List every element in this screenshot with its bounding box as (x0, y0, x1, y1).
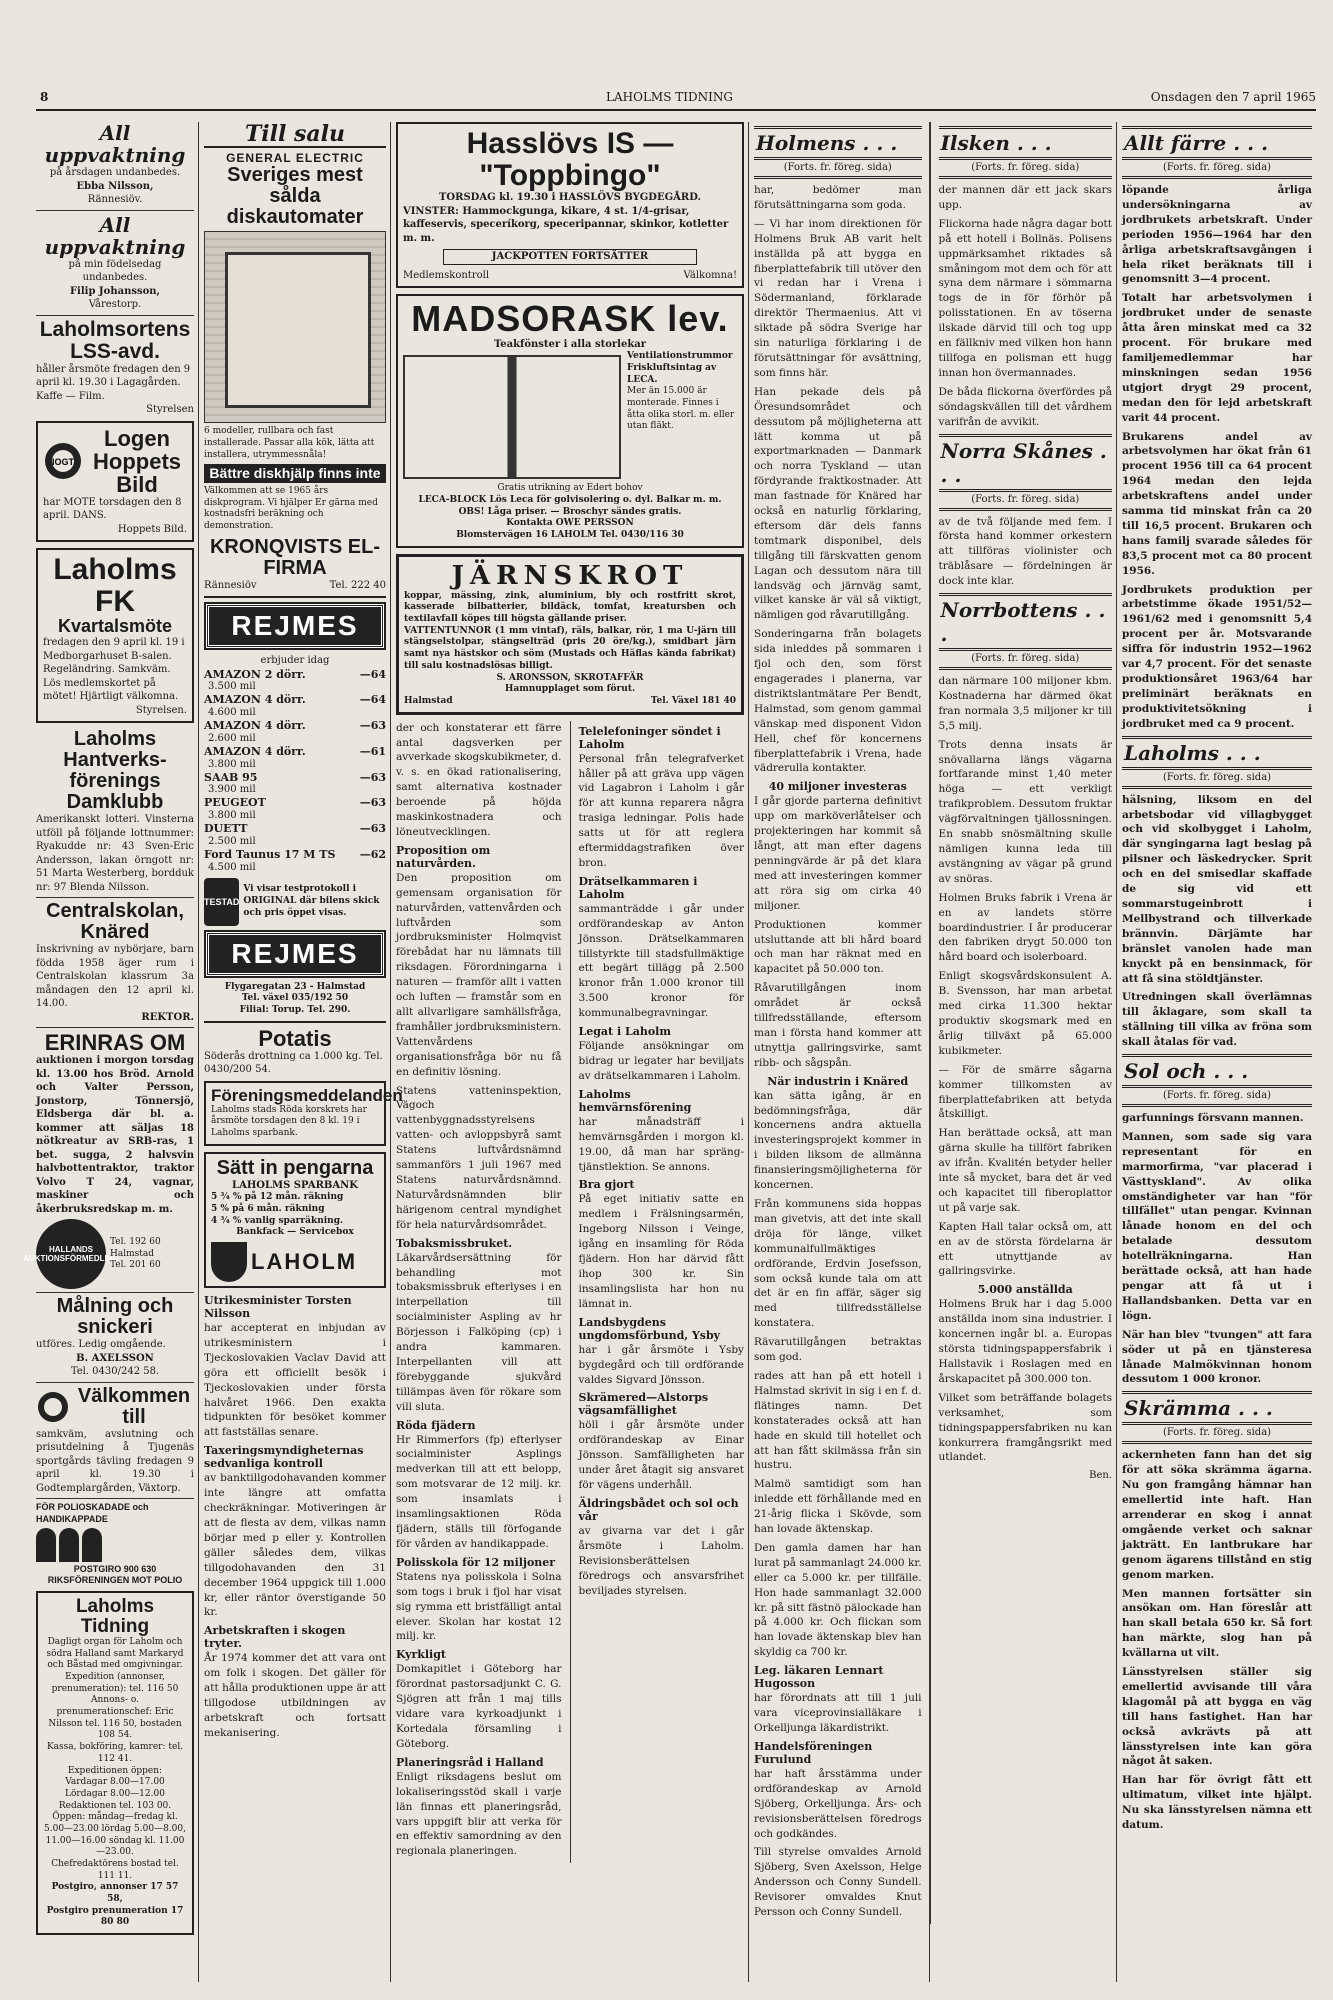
ad-text: OBS! Låga priser. — Broschyr sändes gratis. (458, 506, 682, 517)
ad-sign: Hoppets Bild. (117, 523, 187, 535)
masthead-hours: Vardagar 8.00—17.00 (65, 1777, 165, 1788)
ad-address: Flygaregatan 23 - Halmstad (224, 981, 366, 992)
ad-tel: Tel. 0430/242 58. (70, 1366, 160, 1378)
ad-text: Välkomna! (683, 269, 737, 281)
article-title: Norra Skånes . . . (939, 434, 1112, 492)
article-text: Utredningen skall överlämnas till åklagare, som skall ta ställning till vilka av fröna som skall åtalas för vad. (1122, 991, 1312, 1049)
article-continued: (Forts. fr. föreg. sida) (1122, 1090, 1312, 1107)
article-heading: Polisskola för 12 miljoner (396, 1555, 556, 1569)
masthead-hours: Expeditionen öppen: (67, 1765, 163, 1776)
car-list (204, 668, 386, 874)
article-text: När han blev "tvungen" att fara söder ut på en tjänsteresa lånade Malmökvinnan honom dessutom 1 000 kronor. (1122, 1328, 1312, 1386)
ad-text: fredagen den 9 april kl. 19 i Medborgarhuset B-salen. Regeländring. Samkväm. Lös medlemskortet på mötet! Hjärtligt välkomna. (43, 637, 185, 703)
article-text: ackernheten fann han det sig för att söka skrämma ägarna. Nu gon framgång hämnar han emellertid inte haft. Han arrenderar en skog i annat omgående verket och saknar jakträtt. En lantbrukare har genom ägarens tillstånd en stig genom marken. (1122, 1449, 1312, 1581)
ad-uppvaktning-2 (36, 214, 194, 312)
car-year: —62 (359, 847, 386, 861)
polio-figures-icon (36, 1528, 194, 1562)
column-rule (1116, 122, 1117, 1982)
article-text: rades att han på ett hotell i Halmstad skrivit in sig i en f. d. flätinges namn. Det konstaterades också att han hade en skuld till hotellet och att han fått skilmässa från sin hustru. (754, 1369, 922, 1472)
masthead-red: Redaktionen tel. 103 00. (58, 1800, 172, 1811)
article-title: Sol och . . . (1122, 1054, 1312, 1088)
rejmes-logo: REJMES (206, 932, 384, 976)
article-heading: Telelefoninger söndet i Laholm (578, 724, 721, 751)
ad-name: Filip Johansson, (69, 285, 161, 297)
article-text: garfunnings försvann mannen. (1122, 1112, 1304, 1125)
ad-headline: Sveriges mest sålda diskautomater (226, 164, 364, 229)
article-text: Brukarens andel av arbetsvolymen har ökat från 61 procent 1956 till ca 64 procent 1964 medan den lejda arbetskraftens andel under samma tid minskat från ca 20 till 16,5 procent. Brukaren och hans familj svarade således för 83,5 procent mot ca 80 procent 1956. (1122, 430, 1312, 577)
ad-madsorask (396, 294, 744, 548)
rejmes-logo: REJMES (206, 604, 384, 648)
article-text: Läkarvårdsersättning för behandling mot tobaksmissbruk efterlyses i en interpellation till socialminister Aspling av hr Börjesson i Falköping (cp) i andra kammaren. Interpellanten vill att förebyggande sjukvård tillämpas även för rökare som vill sluta. (396, 1251, 562, 1413)
article-text: kan sätta igång, är en bedömningsfråga, där koncernens andra aktuella investeringsprojekt kommer in i bilden liksom de allmänna finansieringsmöjligheterna för koncernen. (754, 1089, 922, 1192)
car-listing (204, 719, 386, 733)
ge-logo: GENERAL ELECTRIC (226, 151, 364, 166)
car-model: AMAZON 2 dörr. (204, 667, 306, 681)
ad-lss (36, 319, 194, 417)
article-heading: Skrämered—Alstorps vägsamfällighet (578, 1391, 709, 1418)
ad-title: Föreningsmeddelanden (211, 1085, 403, 1105)
car-year: —61 (359, 744, 386, 758)
ad-text: Laholms stads Röda korskrets har årsmöte torsdagen den 8 kl. 19 i Laholms sparbank. (211, 1104, 367, 1139)
header-rule (36, 109, 1316, 111)
article-heading: Landsbygdens ungdomsförbund, Ysby (578, 1315, 721, 1342)
ad-tel: Tel. växel 035/192 50 (241, 993, 349, 1004)
ad-rejmes (204, 604, 386, 1017)
ad-address: Blomstervägen 16 LAHOLM Tel. 0430/116 30 (456, 530, 684, 541)
ad-place: Vårestorp. (88, 299, 142, 310)
car-listing (204, 822, 386, 836)
article-continued: (Forts. fr. föreg. sida) (1122, 162, 1312, 179)
car-mileage: 3.800 mil (208, 810, 256, 822)
ad-text: på årsdagen undanbedes. (49, 167, 181, 178)
ad-banner: Bättre diskhjälp finns inte (204, 464, 386, 483)
article-text: Statens vatteninspektion, Vägoch vattenbyggnadsstyrelsens vatten- och avloppsbyrå samt Statens luftvårdsnämnd sammanförs 1 juli 1967 med Statens naturvårdsnämnd. Naturvårdsnämnden blir härigenom central myndighet för hela naturvårdsområdet. (396, 1084, 562, 1231)
ad-jarnskrot (396, 554, 744, 715)
article-text: Sonderingarna från bolagets sida inleddes på sommaren i fjol och den, som först engagerades i planerna, var distriktslantmätare Per Bendt, Halmstad, som genom gammal vänskap med disponent Vidon Hell, chef för koncernens fiberplattefabrik i Vrena, hade vädrerulla kontakter. (754, 628, 922, 775)
ad-potatis (204, 1027, 386, 1077)
ad-title: MADSORASK lev. (411, 298, 729, 339)
ad-text: VINSTER: Hammockgunga, kikare, 4 st. 1/4-grisar, kaffeservis, speceríkorg, speceripannar, skinkor, kotletter m. m. (403, 205, 729, 244)
car-year: —63 (359, 822, 386, 836)
ad-text: utföres. Ledig omgående. (36, 1339, 166, 1351)
ad-text: Vi visar testprotokoll i ORIGINAL där bilens skick och pris öppet visas. (243, 884, 380, 918)
article-holmens (754, 122, 922, 1924)
ad-logen (36, 421, 194, 543)
ad-centralskolan (36, 901, 194, 1024)
ad-text: erbjuder idag (260, 655, 330, 667)
article-text: Vilket som beträffande bolagets verksamhet, som tidningspappersfabriken nu kan konkurrera framgångsrikt med utlandet. (938, 1391, 1112, 1464)
iogt-emblem-icon (43, 441, 83, 481)
article-text: Den proposition om gemensam organisation för naturvården, vattenvården och luftvården som jordbruksminister Holmqvist förebådat har nu lämnats till riksdagen. Förordningarna i naturen — framför allt i vatten och luften — framstår som en allt allvarligare samhällsfråga, framhåller jordbruksministern. Vattenvårdens organisationsfråga bör nu få en definitiv lösning. (396, 871, 562, 1078)
article-text: Rävarutillgången betraktas som god. (754, 1336, 922, 1364)
ad-date: TORSDAG kl. 19.30 i HASSLÖVS BYGDEGÅRD. (438, 192, 702, 203)
ad-uppvaktning-1 (36, 122, 194, 207)
masthead-open: Öppen: måndag—fredag kl. 5.00—23.00 lördag 5.00—8.00, 11.00—16.00 söndag kl. 11.00—23.00. (44, 1812, 186, 1858)
ad-text: Mer än 15.000 är monterade. Finnes i åtta olika storl. m. eller utan fläkt. (627, 386, 735, 432)
article-text: Personal från telegrafverket håller på att gräva upp vägen vid Lagabron i Laholm i går för att kunna reparera några trasiga ledningar. Polis hade satts ut för att reglera eftermiddagstrafiken över bron. (578, 752, 744, 869)
article-text: I går gjorde parterna definitivt upp om marköverlåtelser och projekteringen har kommit så långt, att man efter dagens penningvärde är på det klara med att investeringen kommer att röra sig om cirka 40 miljoner. (754, 795, 922, 912)
column-3 (396, 122, 744, 1863)
article-subheading: 5.000 anställda (977, 1283, 1073, 1297)
article-heading: Proposition om naturvården. (396, 843, 491, 870)
car-listing (204, 796, 386, 810)
article-text: har förordnats att till 1 juli vara viceprovinsialläkare i Orkelljunga läkardistrikt. (754, 1692, 922, 1734)
article-text: av givarna var det i går årsmöte i Laholm. Revisionsberättelsen föredrogs och ansvarsfrihet beviljades styrelsen. (578, 1524, 744, 1597)
ad-text: auktionen i morgon torsdag kl. 13.00 hos Bröd. Arnold och Valter Persson, Jonstorp, Tönnersjö, Eldsberga där bl. a. kommer att säljas 18 nötkreatur av SRB-ras, 1 bet. sugga, 2 halvsvin halvbottentraktor, traktor Volvo T 24, vagnar, maskiner och åkerbruksredskap m. m. (36, 1055, 194, 1215)
ad-title: Laholmsortens LSS-avd. (39, 317, 191, 363)
ad-place: Halmstad (404, 695, 453, 706)
article-title: Holmens . . . (754, 126, 922, 160)
column-rule (390, 122, 391, 1982)
article-continued: (Forts. fr. föreg. sida) (1122, 1427, 1312, 1444)
masthead-ann: Annons- o. prenumerationschef: Eric Nilsson tel. 116 50, bostaden 108 54. (48, 1695, 182, 1741)
page-number: 8 (40, 90, 49, 104)
ad-title: ERINRAS OM (44, 1030, 186, 1056)
ad-sign: Styrelsen (146, 404, 194, 416)
car-model: DUETT (204, 822, 248, 836)
car-year: —64 (359, 667, 386, 681)
article-text: På eget initiativ satte en medlem i Frälsningsarmén, Ingeborg Nilsson i Veinge, igång en insamling för Röda fjädern. Hon har därvid fått ihop 300 kr. Sin insamlingslista har hon nu lämnat in. (578, 1193, 744, 1310)
car-mileage: 3.500 mil (208, 681, 256, 693)
window-illustration-icon (403, 355, 621, 479)
ad-title: All uppvaktning (44, 212, 186, 259)
badge-tel: Tel. 192 60 Halmstad (110, 1236, 161, 1259)
ad-title: Laholms Hantverks-förenings Damklubb (63, 728, 167, 814)
article-text: Han pekade dels på Öresundsområdet och dessutom på möjligheterna att lätt komma ut på exportmarknaden — Danmark och norra Tyskland — utan fördyrande fraktkostnader. Att man fastnade för Knäred har också en naturlig förklaring, eftersom där dels fanns tomtmark disponibel, dels tillgång till färskvatten genom Lagan och dessutom nära till landsväg och järnväg samt, vilket kanske är väl så viktigt, nämligen god råvarutillgång. (754, 385, 922, 622)
laholm-logo: LAHOLM (251, 1249, 358, 1275)
ad-subtitle: Kvartalsmöte (57, 616, 173, 637)
article-text: löpande årliga undersökningarna av jordbrukets arbetskraft. Under perioden 1956—1964 har den årliga arbetskraftsavgången i hela riket beräknats till i genomsnitt 3—4 procent. (1122, 184, 1312, 286)
article-heading: Äldringsbådet och sol och vår (578, 1496, 739, 1523)
article-subheading: När industrin i Knäred (767, 1074, 909, 1088)
column-4 (754, 122, 1112, 1924)
ad-text: Amerikanskt lotteri. Vinsterna utföll på följande lottnummer: Ryakudde nr: 43 Sven-Eric Andersson, lakan örngott nr: 51 Marta Westerberg, bordduk nr: 97 Blenda Nilsson. (36, 814, 194, 893)
article-text: Han har för övrigt fått ett ultimatum, vilket inte hjälpt. Nu ska länsstyrelsen nämna ett datum. (1122, 1774, 1312, 1832)
ad-text: Hamnupplaget som förut. (504, 684, 636, 695)
article-heading: Arbetskraften i skogen tryter. (204, 1624, 346, 1651)
ad-company: KRONQVISTS EL-FIRMA (209, 535, 380, 579)
article-text: Statens nya polisskola i Solna som togs i bruk i fjol har visat sig rymma ett bristfälligt antal elever. Skolan har kostat 12 milj. kr. (396, 1570, 562, 1643)
article-text: har accepterat en inbjudan av utrikesministern i Tjeckoslovakien Vaclav David att göra ett officiellt besök i Tjeckoslovakien under första halvåret 1966. Den exakta tidpunkten för besöket kommer att fastställas senare. (204, 1322, 386, 1439)
ad-text: samkväm, avslutning och prisutdelning å Tjugenäs sportgårds tävling fredagen 9 april kl. 19.30 i Godtemplargården, Växtorp. (36, 1428, 194, 1494)
ad-text: Teakfönster i alla storlekar (493, 338, 646, 350)
ad-text: Välkommen att se 1965 års diskprogram. Vi hjälper Er gärna med kostnadsfri beräkning och demonstration. (204, 485, 378, 531)
ad-general-electric (204, 151, 386, 592)
article-text: har månadsträff i hemvärnsgården i morgon kl. 19.00, då man har spräng-tjänstlektion. Se annons. (578, 1115, 744, 1173)
article-text: Malmö samtidigt som han inledde ett förhållande med en 21-årig flicka i Skövde, som han lovade äktenskap. (754, 1478, 922, 1536)
ad-text: Medlemskontroll (403, 269, 490, 281)
article-text: Produktionen kommer utsluttande att bli hård board och man har räknat med en kapacitet på 50.000 ton. (754, 918, 922, 976)
article-col2 (204, 1294, 386, 1741)
ad-title: Sätt in pengarna (216, 1156, 374, 1179)
article-text: Råvarutillgången inom området är också tillfredsställande, eftersom man i första hand kommer att utnyttja gallringsvirke, samt ribb- och sågspån. (754, 982, 922, 1069)
masthead-text: Dagligt organ för Laholm och södra Halland samt Markaryd och Båstad med omgivningar. (46, 1636, 184, 1671)
article-heading: Kyrkligt (396, 1648, 447, 1662)
article-text: Jordbrukets produktion per arbetstimme ökade 1951/52—1961/62 med i genomsnitt 5,4 procent per år. Motsvarande siffra för industrin 1952—1962 var 4,7 procent. För det senaste produktionsåret 1963/64 har preliminärt beräknats en produktivitetsökning i jordbruket med ca 9 procent. (1122, 583, 1312, 730)
ad-text: Inskrivning av nybörjare, barn födda 1958 äger rum i Centralskolan klassrum 3a måndagen den 12 april kl. 14.00. (36, 944, 194, 1010)
ad-sign: REKTOR. (141, 1011, 194, 1023)
article-text: av de två följande med fem. I första hand kommer orkestern att tillföras violinister och träblåsare — fördelningen är dock inte klar. (938, 515, 1112, 588)
article-text: hälsning, liksom en del arbetsbodar vid villagbygget och vid skolbygget i Laholm, där syngingarna lagt beslag på pilsner och läskedrycker. Sprit och en del smisedlar skaffade de sig vid ett sommarstugeinbrott i Mellbystrand och tillverkade brännvin. Därjämte har bränslet vanolen hade man knyckt på en bensinmack, för att få sina stöldtjänster. (1122, 793, 1312, 985)
car-mileage: 2.600 mil (208, 732, 256, 744)
article-heading: Handelsföreningen Furulund (754, 1739, 873, 1766)
article-text: höll i går årsmöte under ordförandeskap av Einar Jönsson. Samfälligheten har under året åtagit sig ansvaret för vägens underhåll. (578, 1419, 744, 1492)
car-mileage: 3.800 mil (208, 758, 256, 770)
article-text: Holmens Bruk har i dag 5.000 anställda inom sina industrier. I koncernen ingår bl. a. Europas största tidningspappersfabrik i Hallstavik i Roslagen med en årskapacitet på 300.000 ton. (938, 1298, 1112, 1385)
article-heading: Drätselkammaren i Laholm (578, 874, 698, 901)
article-text: Trots denna insats är snövallarna längs vägarna fortfarande minst 1,40 meter höga — ett verkligt trafikproblem. Dessutom fruktar vägförvaltningen tjällossningen. En snabb snösmältning skulle nämligen kunna leda till avstängning av vägar på grund av snöras. (938, 738, 1112, 885)
article-text: Totalt har arbetsvolymen i jordbruket under de senaste åtta åren minskat med ca 32 procent. För brukare med familjemedlemmar har minskningen sedan 1956 utgjort drygt 29 procent, medan den för lejd arbetskraft varit 44 procent. (1122, 292, 1312, 424)
car-model: Ford Taunus 17 M TS (204, 847, 336, 861)
ad-text: VATTENTUNNOR (1 mm vintaf), räls, balkar, rör, 1 ma U-järn till stängselstolpar, stängselträd (pris 20 öre/kg.), smidbart järn samt nya hästskor och söm (Mustads och Häflas kända fabrikat) till salu kostnadslösas billigt. (404, 625, 736, 671)
car-listing (204, 848, 386, 862)
article-text: De båda flickorna överfördes på söndagskvällen till det vårdhem varifrån de avvikit. (938, 385, 1112, 428)
ad-text: POSTGIRO 900 630 (73, 1563, 157, 1574)
ad-text: har MOTE torsdagen den 8 april. DANS. (43, 496, 182, 522)
article-heading: Utrikesminister Torsten Nilsson (204, 1294, 352, 1320)
car-mileage: 3.900 mil (208, 784, 256, 796)
article-text: dan närmare 100 miljoner kbm. Kostnaderna har därmed ökat fran normala 3,5 miljoner kr till 5,5 milj. (938, 675, 1112, 732)
masthead-hours: Lördagar 8.00—12.00 (65, 1788, 165, 1799)
article-text: Mannen, som sade sig vara representant för en marmorfirma, "var placerad i Västtyskland". Av olika omständigheter var han "för tillfället" utan pengar. Kvinnan lånade honom en del och betalade dessutom hotellräkningarna. Han berättade också, att han hade pengar att få ut i Hallandsbanken. Detta var en lögn. (1122, 1130, 1312, 1322)
article-title: Skrämma . . . (1122, 1391, 1312, 1425)
masthead-giro: Postgiro, annonser 17 57 58, (51, 1882, 179, 1905)
article-continued: (Forts. fr. föreg. sida) (939, 162, 1112, 179)
ad-text: RIKSFÖRENINGEN MOT POLIO (47, 1575, 183, 1586)
article-heading: Laholms hemvärnsförening (578, 1087, 692, 1114)
article-heading: Röda fjädern (396, 1418, 476, 1432)
article-text: Hr Rimmerfors (fp) efterlyser socialminister Asplings medverkan till att ett belopp, som motsvarar de 12 milj. kr. som insamlats i insamlingsaktionen Röda fjädern, ställs till förfogande för vården av handikappade. (396, 1433, 562, 1550)
article-text: har, bedömer man förutsättningarna som goda. (754, 184, 922, 211)
car-listing (204, 771, 386, 785)
badge-tel: Tel. 201 60 (110, 1260, 161, 1271)
ad-title: Välkommen till (77, 1384, 191, 1428)
article-text: År 1974 kommer det att vara ont om folk i skogen. Det gäller för att hålla produktionen uppe är att tillgodose utbildningen av arbetskraft och fortsatt mekanisering. (204, 1652, 386, 1739)
article-text: Holmen Bruks fabrik i Vrena är en av landets större boardindustrier. I år producerar den fabriken drygt 50.000 ton hård board och isolerboard. (938, 891, 1112, 964)
article-text: Flickorna hade några dagar bott på ett hotell i Bollnäs. Polisens uppmärksamhet riktades så småningom mot dem och för att syna dem närmare i sömmarna togs de in för förhör på polisstationen. En av töserna ilskade därvid till och tog upp en fällkniv med vilken hon hann tillfoga en polisman ett hugg innan hon övermannades. (938, 217, 1112, 379)
news-column-right (579, 721, 745, 1864)
ad-banner: JACKPOTTEN FORTSÄTTER (443, 249, 697, 265)
ad-tel: Filial: Torup. Tel. 290. (239, 1005, 351, 1016)
column-1 (23, 121, 194, 1941)
article-text: Enligt riksdagens beslut om lokaliseringsstöd skall i varje län finnas ett planeringsråd, vars uppgift blir att verka för en effektiv samordning av den regionala planeringen. (396, 1770, 562, 1858)
ad-place: Rännesiöv. (87, 194, 143, 205)
article-continued: (Forts. fr. föreg. sida) (939, 653, 1112, 670)
car-model: AMAZON 4 dörr. (204, 744, 306, 758)
masthead-exp: Expedition (annonser, prenumeration): tel. 116 50 (51, 1672, 179, 1694)
car-listing (204, 668, 386, 682)
ad-title: Målning och snickeri (56, 1295, 174, 1339)
article-heading: Legat i Laholm (578, 1025, 671, 1039)
car-model: SAAB 95 (204, 770, 258, 784)
article-text: — Vi har inom direktionen för Holmens Bruk AB varit helt inställda på att bygga en fiberplattefabrik till utöver den vi redan har i Vrena i Södermanland, förklarade direktör Thermaenius. Att vi siktade på södra Sverige har sin naturliga förklaring i de förutsättningar för avsättning, som finns här. (754, 217, 922, 379)
car-listing (204, 693, 386, 707)
ad-tel: Tel. Växel 181 40 (650, 695, 736, 706)
ad-bank: LAHOLMS SPARBANK (232, 1179, 358, 1191)
car-mileage: 4.600 mil (208, 707, 256, 719)
ad-title: JÄRNSKROT (451, 560, 689, 591)
article-subheading: 40 miljoner investeras (768, 780, 907, 794)
car-year: —64 (359, 693, 386, 707)
ad-text: Bankfack — Servicebox (236, 1227, 354, 1238)
article-text: Han berättade också, att man gärna skulle ha tillfört fabriken av ifrån. Kvalitén betyder heller inte så mycket, bara det är ved och kapacitet till fiberoplattor ut på varje sak. (938, 1127, 1112, 1214)
ad-hasslovs (396, 122, 744, 288)
article-text: der mannen där ett jack skars upp. (938, 184, 1112, 211)
ad-company: S. ARONSSON, SKROTAFFÄR (496, 672, 644, 683)
column-2 (204, 121, 403, 1745)
ad-malning (36, 1296, 194, 1379)
article-heading: Leg. läkaren Lennart Hugosson (754, 1664, 884, 1691)
page-header (26, 90, 1316, 106)
ad-title: Potatis (258, 1025, 332, 1051)
ad-text: på min födelsedag undanbedes. (68, 258, 162, 283)
hallands-badge-icon: HALLANDS AUKTIONSFÖRMEDLING (36, 1219, 106, 1289)
article-heading: Bra gjort (578, 1178, 635, 1192)
newspaper-page (23, 62, 1316, 1987)
ad-text: koppar, mässing, zink, aluminium, bly och rostfritt skrot, kasserade bilbatterier, bildäck, tomfat, kreatursben och textilavfall köpes till högsta gällande priser. (404, 590, 736, 625)
car-year: —63 (359, 796, 386, 810)
ad-valkommen (36, 1386, 194, 1496)
masthead-title: Laholms Tidning (75, 1596, 155, 1638)
car-mileage: 4.500 mil (208, 861, 256, 873)
ad-caption: 6 modeller, rullbara och fast installerade. Passar alla kök, lätta att installera, utrymmessnåla! (204, 426, 375, 460)
article-text: Länsstyrelsen ställer sig emellertid avvisande till våra klagomål på att bygga en väg till hans fastighet. Han har också avkrävts på att länsstyrelsen inte kan göra något åt saken. (1122, 1666, 1312, 1768)
column-rule (198, 122, 199, 1982)
news-columns (396, 721, 744, 1864)
car-year: —63 (359, 719, 386, 733)
article-title: Allt färre . . . (1122, 126, 1312, 160)
article-heading: Taxeringsmyndigheternas sedvanliga kontroll (204, 1444, 364, 1471)
article-text: av banktillgodohavanden kommer inte längre att omfatta checkräkningar. Motiveringen är att de flesta av dem, vilkas namn börjar med p eller y. Kontrollen gäller således dem, vilkas tillgodohavanden den 31 december 1964 uppgick till 1.000 kr, eller räntor överstigande 50 kr. (204, 1472, 386, 1619)
ad-contact: Kontakta OWE PERSSON (506, 518, 634, 529)
svg-text:IOGT: IOGT (52, 457, 74, 468)
article-text: — För de smärre sågarna kommer tillkomsten av fiberplattefabriken att betyda åtskilligt. (938, 1063, 1112, 1121)
ad-place: Rännesiöv (204, 579, 257, 591)
column-5 (1122, 122, 1312, 1837)
masthead-kassa: Kassa, bokföring, kamrer: tel. 112 41. (46, 1742, 184, 1764)
ad-rate: 5 ¾ % på 12 mån. räkning (211, 1192, 344, 1203)
ad-title: Logen Hoppets Bild (93, 425, 181, 497)
ad-text: håller årsmöte fredagen den 9 april kl. 19.30 i Lagagården. Kaffe — Film. (36, 363, 191, 402)
car-year: —63 (359, 770, 386, 784)
ad-laholms-fk (36, 548, 194, 723)
ad-hantverks (36, 729, 194, 894)
ad-title: FÖR POLIOSKADADE och HANDIKAPPADE (36, 1502, 149, 1525)
car-model: AMAZON 4 dörr. (204, 693, 306, 707)
ad-sparbank (204, 1152, 386, 1288)
car-mileage: 2.500 mil (208, 835, 256, 847)
ad-foreningsmeddelanden (204, 1081, 403, 1146)
ad-name: B. AXELSSON (76, 1352, 154, 1364)
article-title: Ilsken . . . (939, 126, 1112, 160)
article-signature: Ben. (1089, 1470, 1112, 1482)
article-text: Enligt skogsvårdskonsulent A. B. Svensson, har man arbetat med cirka 11.300 hektar produktiv skogsmark med en årlig tillväxt på 65.000 kubikmeter. (938, 970, 1112, 1057)
article-text: Domkapitlet i Göteborg har förordnat pastorsadjunkt C. G. Sjögren att från 1 maj tills vidare vara kyrkoadjunkt i Kortedala församling i Göteborg. (396, 1663, 562, 1750)
article-text: Den gamla damen har han lurat på sammanlagt 24.000 kr. eller ca 5.000 kr. per tillfälle. Hon hade sammanlagt 32.000 kr. på sitt fästnö pälockade han på 4.000 kr. Och flickan som han lovade äktenskap blev han skyldig ca 700 kr. (754, 1541, 922, 1659)
column-rule (748, 122, 749, 1982)
article-text: der och konstaterar ett färre antal dagsverken per avverkade skogskubikmeter, d. v. s. en ökad rationalisering, samt alternativa kostnader beroende på höjda maskinkostnadera och löneutvecklingen. (396, 721, 562, 838)
masthead-box (36, 1591, 194, 1935)
car-model: AMAZON 4 dörr. (204, 719, 306, 733)
article-stack (939, 122, 1112, 1924)
car-model: PEUGEOT (204, 796, 266, 810)
testad-badge-icon: TESTAD (204, 878, 239, 926)
ad-erinras (23, 1030, 194, 1289)
ad-title: Hasslövs IS — "Toppbingo" (466, 127, 674, 192)
ad-sign: Styrelsen. (135, 704, 187, 716)
ad-name: Ebba Nilsson, (76, 180, 154, 192)
article-continued: (Forts. fr. föreg. sida) (754, 162, 922, 179)
dishwasher-illustration-icon (204, 231, 386, 423)
ad-text: Gratis utrikning av Edert bohov (497, 483, 643, 494)
article-text: har haft årsstämma under ordförandeskap av Arnold Sjöberg, Orkelljunga. Års- och revisionsberättelsen föredrogs och godkändes. (754, 1767, 922, 1840)
news-column-left (396, 721, 562, 1864)
article-text: Till styrelse omvaldes Arnold Sjöberg, Sven Axelsson, Helge Andersson och Conny Sundell. Revisorer omvaldes Knut Persson och Conny Sundell. (754, 1846, 922, 1919)
ad-title: All uppvaktning (44, 121, 186, 167)
article-title: Laholms . . . (1122, 736, 1312, 770)
article-text: Följande ansökningar om bidrag ur legater har beviljats av drätselkammaren i Laholm. (578, 1040, 744, 1082)
article-continued: (Forts. fr. föreg. sida) (939, 494, 1112, 511)
article-text: har i går årsmöte i Ysby bygdegård och till ordförande valdes Sigvard Jönsson. (578, 1343, 744, 1386)
car-listing (204, 745, 386, 759)
iogt-emblem-icon (36, 1390, 70, 1424)
ad-title: Till salu (204, 122, 386, 148)
ad-text: Söderås drottning ca 1.000 kg. Tel. 0430/200 54. (204, 1050, 383, 1076)
masthead-giro: Postgiro prenumeration 17 80 80 (46, 1905, 184, 1928)
ad-text: Ventilationstrummor Friskluftsintag av LECA. (627, 351, 733, 385)
masthead-chef: Chefredaktörens bostad tel. 111 11. (51, 1859, 179, 1881)
article-title: Norrbottens . . . (939, 593, 1112, 651)
article-text: Men mannen fortsätter sin ansökan om. Han föreslår att han skall betala 650 kr. Så fort han märkte, slog han på kvällarna ut vilt. (1122, 1587, 1312, 1660)
ad-title: Laholms FK (53, 553, 177, 618)
ad-polio (36, 1502, 194, 1587)
paper-name: LAHOLMS TIDNING (606, 90, 733, 104)
article-heading: Planeringsråd i Halland (396, 1755, 544, 1769)
ad-text: LECA-BLOCK Lös Leca för golvisolering o. dyl. Balkar m. m. (418, 494, 722, 505)
ad-rate: 5 % på 6 mån. räkning (211, 1203, 325, 1214)
ad-rate: 4 ¾ % vanlig sparräkning. (211, 1215, 344, 1226)
laholm-crest-icon (211, 1242, 247, 1282)
ad-tel: Tel. 222 40 (329, 579, 386, 591)
article-text: Kapten Hall talar också om, att en av de största fördelarna är ett utnyttjande av gallringsvirke. (938, 1220, 1112, 1278)
article-heading: Tobaksmissbruket. (396, 1236, 513, 1250)
article-text: Från kommunens sida hoppas man givetvis, att det inte skall dröja för länge, vilket kommunalfullmäktiges ordförande, Erdvin Josefsson, som också kunde tala om att det är en fin affär, säger sig med tillfredsställelse konstatera. (754, 1198, 922, 1330)
issue-date: Onsdagen den 7 april 1965 (1150, 90, 1316, 104)
ad-title: Centralskolan, Knäred (46, 900, 184, 944)
article-continued: (Forts. fr. föreg. sida) (1122, 772, 1312, 789)
article-text: sammanträdde i går under ordförandeskap av Anton Jönsson. Drätselkammaren tillstyrkte till stadsfullmäktige ett begärt tillägg på 2.500 kronor från 1.000 kronor till 3.500 kronor för kommunalbegravningar. (578, 902, 744, 1020)
